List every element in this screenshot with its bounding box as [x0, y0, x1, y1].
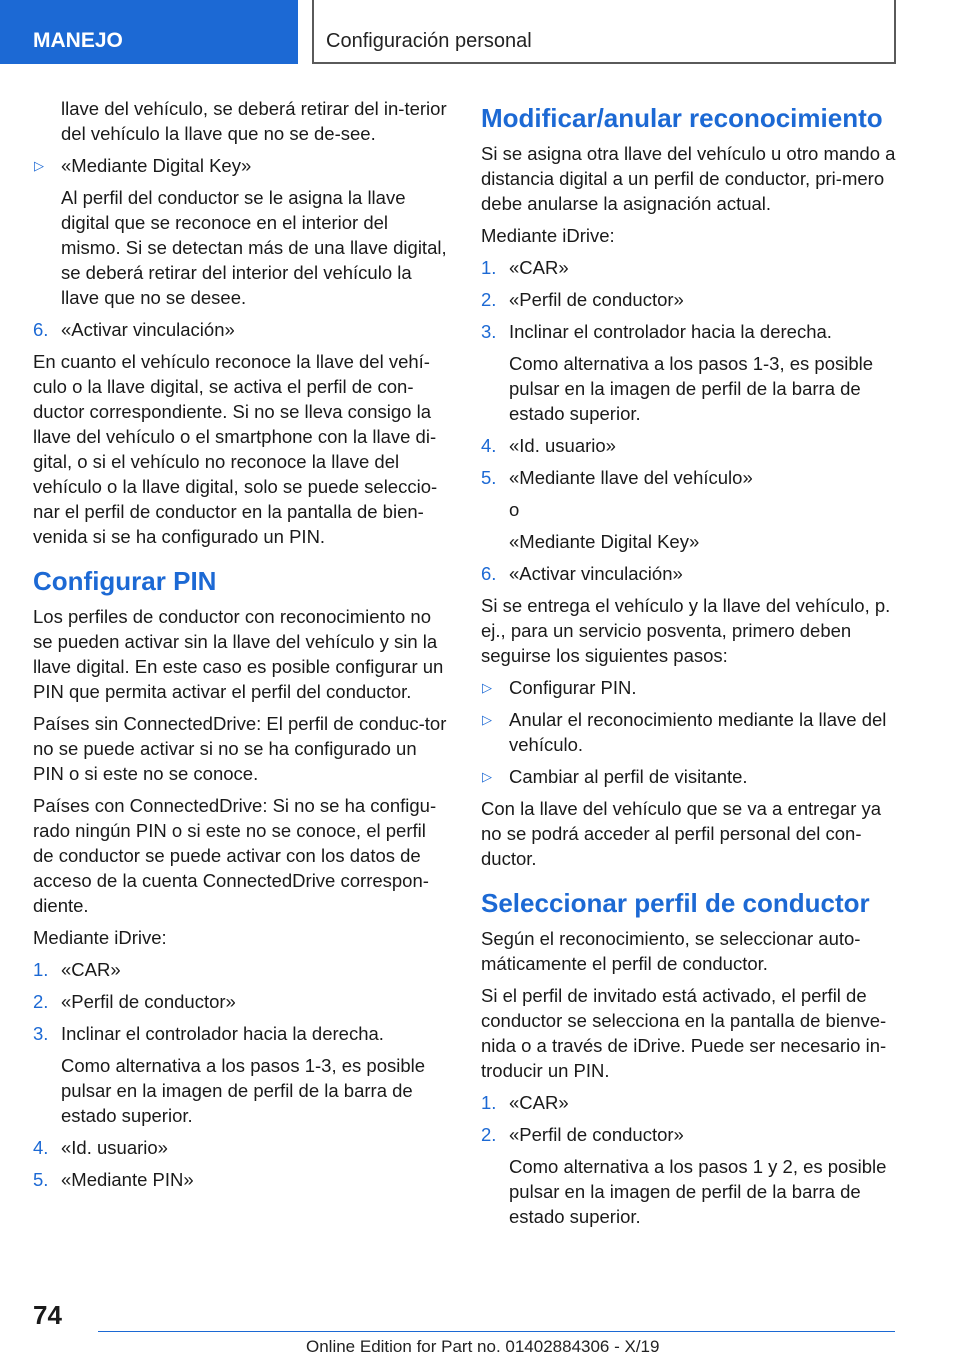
section-heading: Seleccionar perfil de conductor — [481, 888, 870, 918]
step-item — [481, 255, 901, 280]
step-note: Como alternativa a los pasos 1-3, es posible pulsar en la imagen de perfil de la barra de estado superior. — [509, 353, 874, 424]
step-item — [481, 433, 901, 458]
step-text: «Mediante PIN» — [61, 1169, 194, 1190]
step-text: «Id. usuario» — [61, 1137, 168, 1158]
paragraph: En cuanto el vehículo reconoce la llave del vehí-culo o la llave digital, se activa el perfil de con-ductor correspondiente. Si no se lleva consigo la llave del vehículo o el smartphone con la llave di-gital, o si el vehículo no reconoce la llave del vehículo o la llave digital, solo se puede seleccio-nar el perfil de conductor en la pantalla de bien-venida si se ha configurado un PIN. — [33, 351, 438, 547]
section-tab: MANEJO — [0, 0, 298, 64]
edition-footer: Online Edition for Part no. 01402884306 - X/19 — [306, 1337, 660, 1356]
step-number: 6. — [481, 563, 497, 584]
chapter-title: Configuración personal — [312, 0, 896, 64]
bullet-item — [481, 764, 901, 789]
bullet-item — [481, 675, 901, 700]
paragraph: Mediante iDrive: — [33, 927, 167, 948]
step-item — [33, 957, 451, 982]
step-item — [481, 287, 901, 312]
paragraph: Países sin ConnectedDrive: El perfil de conduc-tor no se puede activar si no se ha configurado un PIN o si este no se conoce. — [33, 713, 447, 784]
step-text: «CAR» — [61, 959, 121, 980]
step-text: «CAR» — [509, 257, 569, 278]
step-item — [33, 1021, 451, 1046]
paragraph: Según el reconocimiento, se seleccionar auto-máticamente el perfil de conductor. — [481, 928, 861, 974]
step-number: 2. — [481, 289, 497, 310]
step-note: Como alternativa a los pasos 1-3, es posible pulsar en la imagen de perfil de la barra de estado superior. — [61, 1055, 426, 1126]
triangle-bullet-icon: ▷ — [482, 712, 492, 727]
bullet-description: Al perfil del conductor se le asigna la llave digital que se reconoce en el interior del mismo. Si se detectan más de una llave digital, se deberá retirar del interior del vehículo la llave que no se desee. — [61, 187, 447, 308]
continued-text: llave del vehículo, se deberá retirar del in-terior del vehículo la llave que no se de-see. — [61, 98, 447, 144]
step-item — [33, 1167, 451, 1192]
step-number: 5. — [481, 467, 497, 488]
step-item — [481, 319, 901, 344]
step-text: «Mediante llave del vehículo» — [509, 467, 753, 488]
step-item — [33, 1135, 451, 1160]
footer-divider — [98, 1331, 895, 1332]
step-number: 3. — [481, 321, 497, 342]
bullet-item — [33, 153, 451, 178]
bullet-item — [481, 707, 901, 757]
step-text: «Perfil de conductor» — [509, 289, 684, 310]
step-item — [481, 465, 901, 490]
bullet-text: Cambiar al perfil de visitante. — [509, 766, 748, 787]
step-item — [481, 1122, 901, 1147]
triangle-bullet-icon: ▷ — [34, 158, 44, 173]
paragraph: Mediante iDrive: — [481, 225, 615, 246]
step-number: 4. — [481, 435, 497, 456]
paragraph: Los perfiles de conductor con reconocimiento no se pueden activar sin la llave del vehículo y sin la llave digital. En este caso es posible configurar un PIN que permita activar el perfil del conductor. — [33, 606, 444, 702]
section-heading: Modificar/anular reconocimiento — [481, 103, 883, 133]
or-text: o — [509, 499, 520, 520]
step-number: 3. — [33, 1023, 49, 1044]
step-item — [481, 1090, 901, 1115]
step-number: 2. — [481, 1124, 497, 1145]
step-text: «Perfil de conductor» — [509, 1124, 684, 1145]
step-text: «CAR» — [509, 1092, 569, 1113]
step-item — [481, 561, 901, 586]
bullet-text: Anular el reconocimiento mediante la llave del vehículo. — [509, 709, 887, 755]
step-number: 2. — [33, 991, 49, 1012]
step-text: Inclinar el controlador hacia la derecha. — [61, 1023, 384, 1044]
page-number: 74 — [33, 1300, 62, 1330]
section-heading: Configurar PIN — [33, 566, 217, 596]
step-text: «Perfil de conductor» — [61, 991, 236, 1012]
paragraph: Si se asigna otra llave del vehículo u otro mando a distancia digital a un perfil de conductor, pri-mero debe anularse la asignación actual. — [481, 143, 896, 214]
left-column — [33, 96, 451, 1199]
step-number: 1. — [481, 257, 497, 278]
step-note: Como alternativa a los pasos 1 y 2, es posible pulsar en la imagen de perfil de la barra de estado superior. — [509, 1156, 887, 1227]
step-alt-text: «Mediante Digital Key» — [509, 531, 700, 552]
step-text: Inclinar el controlador hacia la derecha. — [509, 321, 832, 342]
step-text: «Activar vinculación» — [509, 563, 683, 584]
paragraph: Si se entrega el vehículo y la llave del vehículo, p. ej., para un servicio posventa, primero deben seguirse los siguientes pasos: — [481, 595, 891, 666]
step-item — [33, 989, 451, 1014]
step-text: «Id. usuario» — [509, 435, 616, 456]
triangle-bullet-icon: ▷ — [482, 769, 492, 784]
paragraph: Si el perfil de invitado está activado, el perfil de conductor se selecciona en la pantalla de bienve-nida o a través de iDrive. Puede ser necesario in-troducir un PIN. — [481, 985, 887, 1081]
right-column — [481, 96, 901, 1236]
step-number: 1. — [481, 1092, 497, 1113]
step-item — [33, 317, 451, 342]
step-text: «Activar vinculación» — [61, 319, 235, 340]
bullet-text: Configurar PIN. — [509, 677, 637, 698]
step-number: 6. — [33, 319, 49, 340]
step-number: 4. — [33, 1137, 49, 1158]
step-number: 1. — [33, 959, 49, 980]
step-number: 5. — [33, 1169, 49, 1190]
bullet-label: «Mediante Digital Key» — [61, 155, 252, 176]
paragraph: Con la llave del vehículo que se va a entregar ya no se podrá acceder al perfil personal del con-ductor. — [481, 798, 882, 869]
triangle-bullet-icon: ▷ — [482, 680, 492, 695]
paragraph: Países con ConnectedDrive: Si no se ha configu-rado ningún PIN o si este no se conoce, el perfil de conductor se puede activar con los datos de acceso de la cuenta ConnectedDrive correspon-diente. — [33, 795, 437, 916]
